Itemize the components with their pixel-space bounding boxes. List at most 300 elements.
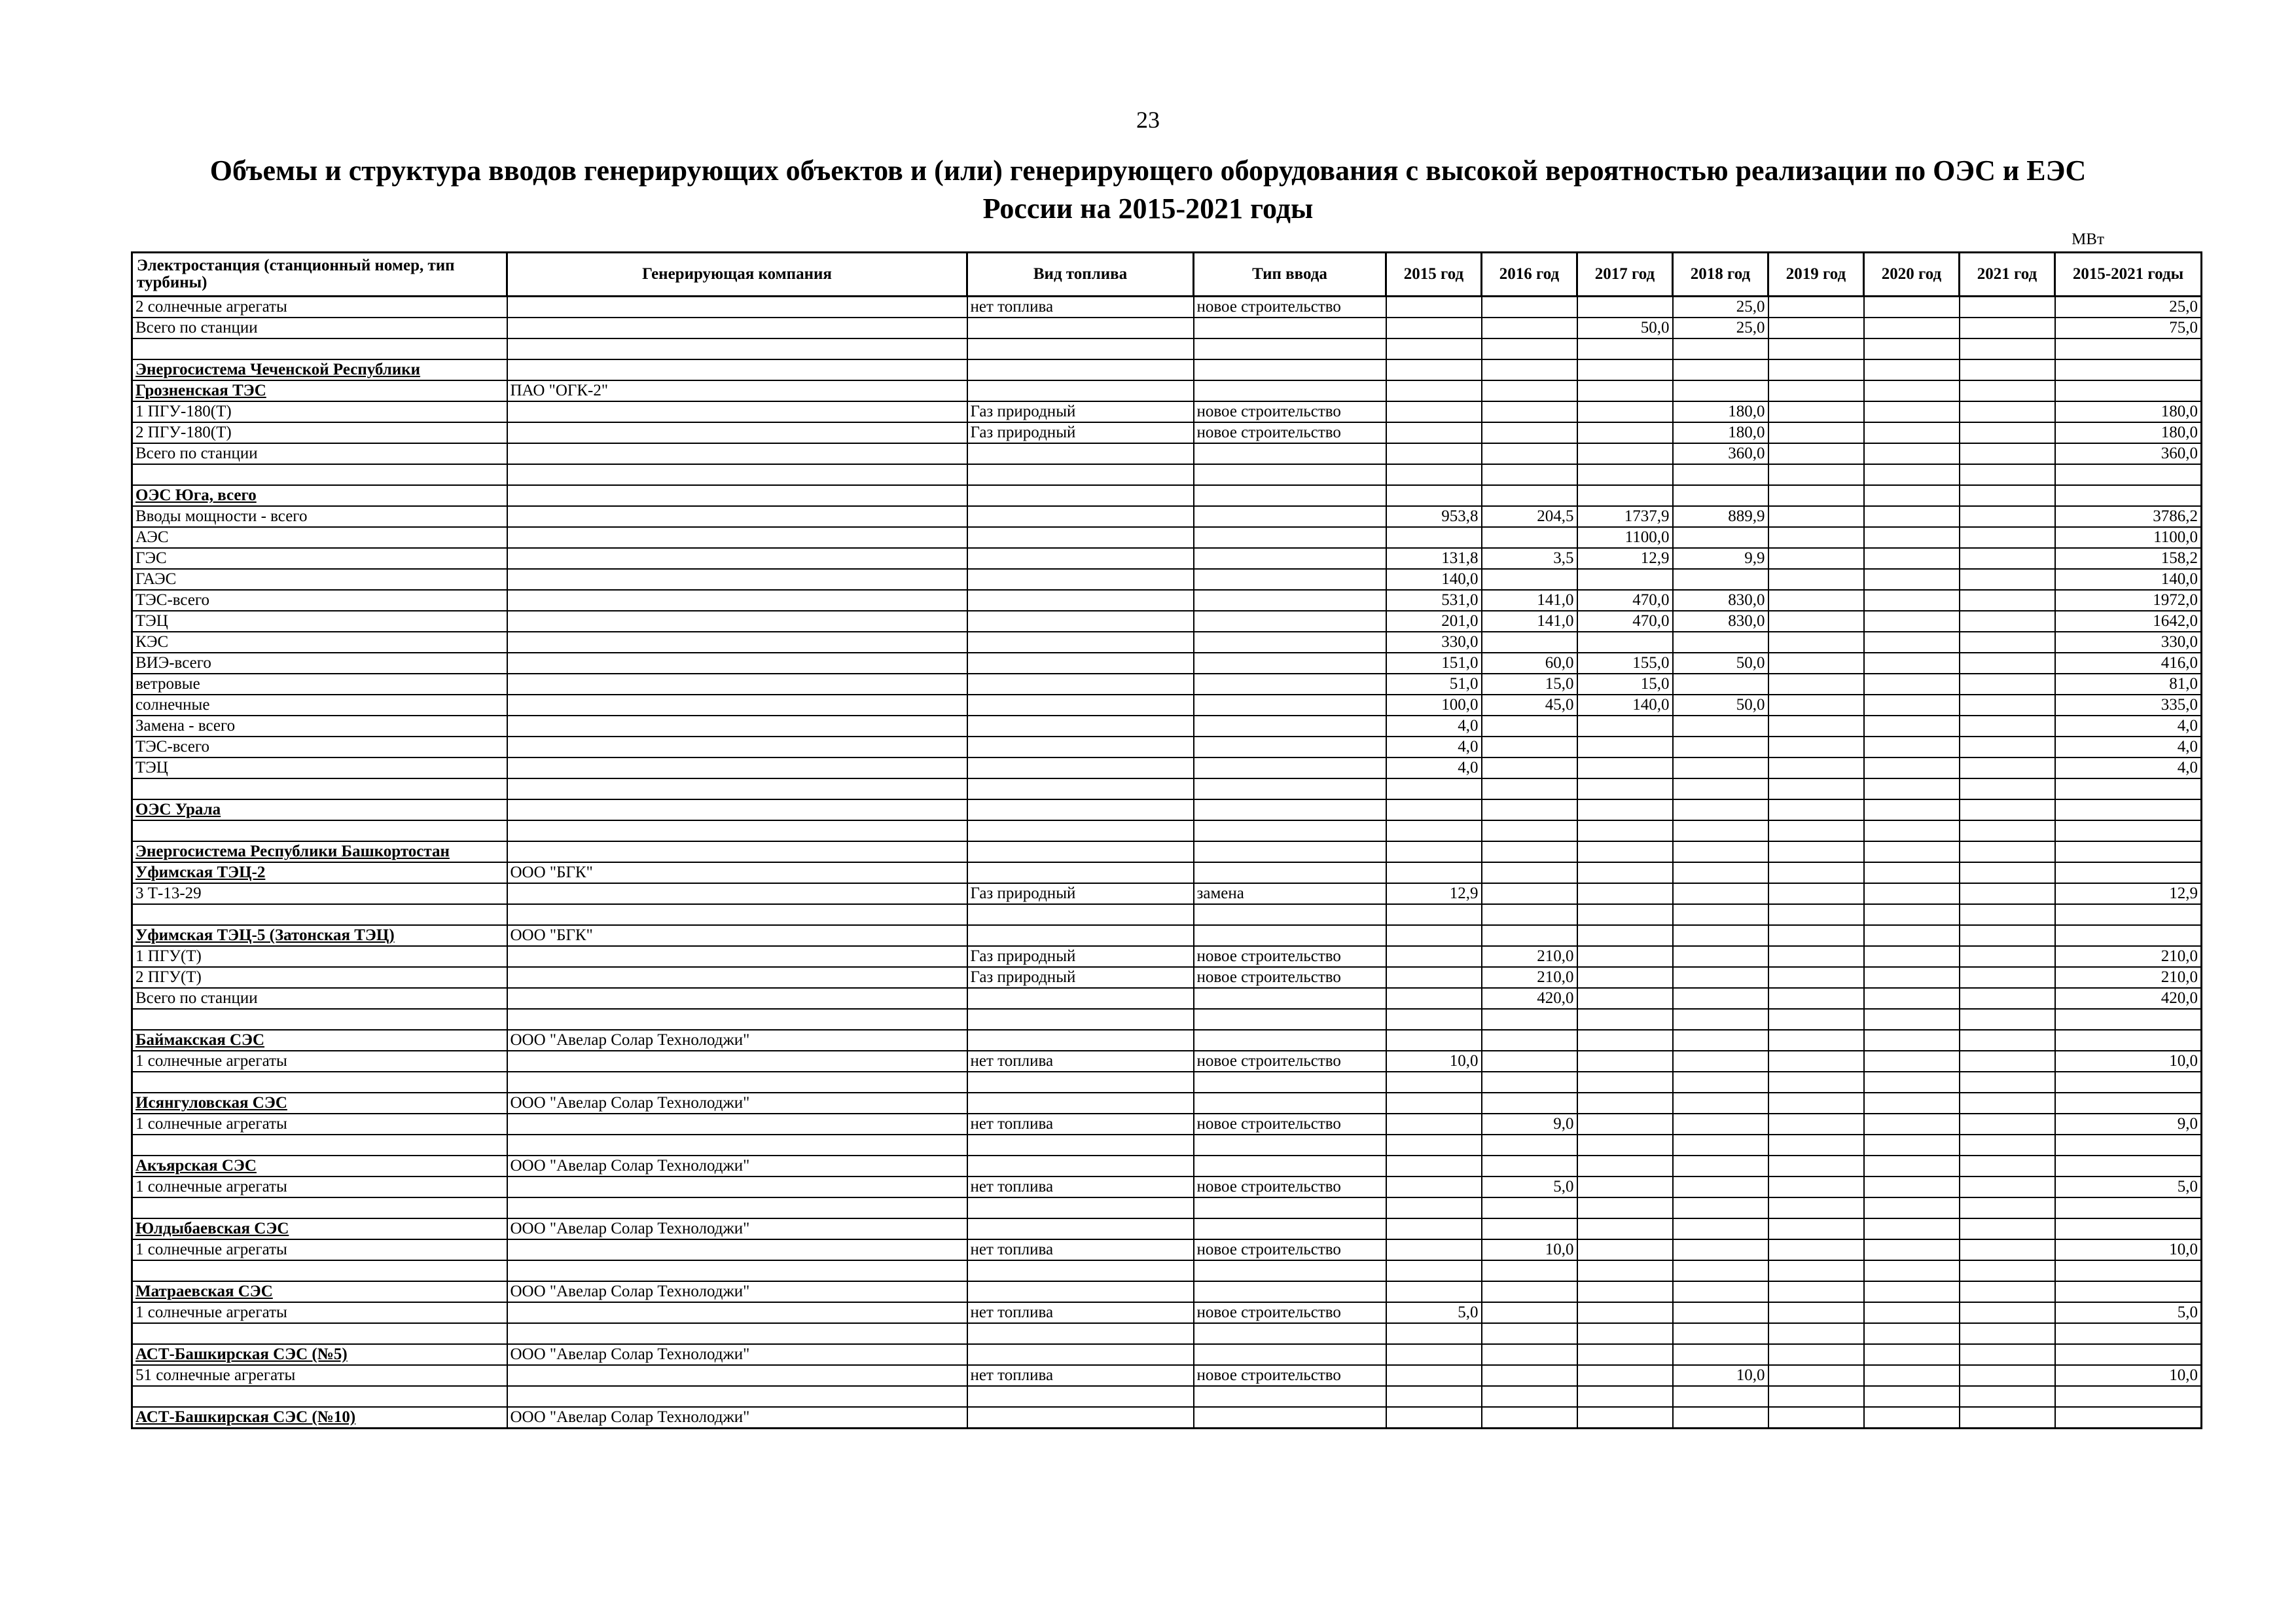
cell-input-type — [1194, 548, 1386, 569]
cell-total — [2055, 1281, 2202, 1302]
cell-2021 — [1960, 297, 2055, 318]
cell-2019 — [1768, 548, 1864, 569]
cell-2018 — [1673, 632, 1768, 653]
cell-2016 — [1482, 422, 1577, 443]
cell-2019 — [1768, 1281, 1864, 1302]
table-row — [132, 632, 2202, 653]
cell-company: ООО "Авелар Солар Технолоджи" — [507, 1218, 967, 1239]
cell-2021 — [1960, 422, 2055, 443]
table-row — [132, 297, 2202, 318]
cell-input-type: новое строительство — [1194, 422, 1386, 443]
cell-2016 — [1482, 443, 1577, 464]
cell-2021 — [1960, 1030, 2055, 1051]
cell-2015 — [1386, 1156, 1482, 1176]
cell-station: ОЭС Урала — [132, 799, 507, 820]
cell-2017 — [1577, 1407, 1673, 1429]
table-row — [132, 883, 2202, 904]
cell-2016 — [1482, 1009, 1577, 1030]
cell-2018 — [1673, 1176, 1768, 1197]
cell-total — [2055, 485, 2202, 506]
cell-2017 — [1577, 883, 1673, 904]
cell-fuel — [967, 1135, 1194, 1156]
cell-2019 — [1768, 527, 1864, 548]
cell-2021 — [1960, 318, 2055, 338]
header-total-2015-2021: 2015-2021 годы — [2055, 253, 2202, 297]
cell-station — [132, 778, 507, 799]
cell-station — [132, 1260, 507, 1281]
cell-2017 — [1577, 820, 1673, 841]
cell-input-type — [1194, 674, 1386, 695]
cell-2019 — [1768, 1135, 1864, 1156]
cell-2019 — [1768, 967, 1864, 988]
cell-2015: 12,9 — [1386, 883, 1482, 904]
cell-fuel — [967, 925, 1194, 946]
cell-total: 210,0 — [2055, 946, 2202, 967]
cell-2017 — [1577, 1093, 1673, 1114]
cell-2019 — [1768, 1093, 1864, 1114]
header-year-2021: 2021 год — [1960, 253, 2055, 297]
cell-station: ТЭЦ — [132, 611, 507, 632]
cell-fuel — [967, 611, 1194, 632]
cell-input-type: новое строительство — [1194, 401, 1386, 422]
cell-2018: 830,0 — [1673, 590, 1768, 611]
cell-2018 — [1673, 820, 1768, 841]
cell-2021 — [1960, 632, 2055, 653]
cell-fuel — [967, 590, 1194, 611]
cell-2016 — [1482, 841, 1577, 862]
cell-company — [507, 716, 967, 737]
cell-2016: 210,0 — [1482, 967, 1577, 988]
cell-station: ветровые — [132, 674, 507, 695]
cell-2021 — [1960, 862, 2055, 883]
cell-2019 — [1768, 1197, 1864, 1218]
cell-total: 335,0 — [2055, 695, 2202, 716]
cell-2018: 50,0 — [1673, 653, 1768, 674]
cell-station: Юлдыбаевская СЭС — [132, 1218, 507, 1239]
cell-fuel — [967, 359, 1194, 380]
cell-2016: 15,0 — [1482, 674, 1577, 695]
cell-fuel — [967, 737, 1194, 757]
cell-2020 — [1864, 422, 1960, 443]
cell-2018 — [1673, 757, 1768, 778]
cell-total: 180,0 — [2055, 422, 2202, 443]
cell-2021 — [1960, 1114, 2055, 1135]
cell-2016 — [1482, 883, 1577, 904]
cell-2021 — [1960, 946, 2055, 967]
cell-2015 — [1386, 1407, 1482, 1429]
cell-fuel: Газ природный — [967, 422, 1194, 443]
table-row — [132, 1030, 2202, 1051]
cell-company — [507, 527, 967, 548]
header-year-2016: 2016 год — [1482, 253, 1577, 297]
cell-2015 — [1386, 1030, 1482, 1051]
cell-2016: 9,0 — [1482, 1114, 1577, 1135]
cell-total — [2055, 1009, 2202, 1030]
table-row — [132, 674, 2202, 695]
cell-2016: 10,0 — [1482, 1239, 1577, 1260]
cell-input-type — [1194, 1344, 1386, 1365]
cell-2021 — [1960, 1344, 2055, 1365]
cell-2018: 50,0 — [1673, 695, 1768, 716]
cell-2019 — [1768, 1260, 1864, 1281]
cell-2019 — [1768, 611, 1864, 632]
cell-total: 180,0 — [2055, 401, 2202, 422]
cell-2017 — [1577, 799, 1673, 820]
cell-fuel — [967, 1030, 1194, 1051]
cell-2020 — [1864, 820, 1960, 841]
cell-input-type: новое строительство — [1194, 1239, 1386, 1260]
cell-total: 1100,0 — [2055, 527, 2202, 548]
cell-total: 3786,2 — [2055, 506, 2202, 527]
cell-company: ООО "Авелар Солар Технолоджи" — [507, 1407, 967, 1429]
cell-2021 — [1960, 1386, 2055, 1407]
cell-2015 — [1386, 318, 1482, 338]
cell-station: КЭС — [132, 632, 507, 653]
cell-2015: 131,8 — [1386, 548, 1482, 569]
table-row — [132, 799, 2202, 820]
cell-2015 — [1386, 380, 1482, 401]
cell-2020 — [1864, 674, 1960, 695]
cell-2015 — [1386, 778, 1482, 799]
cell-2015: 330,0 — [1386, 632, 1482, 653]
cell-2020 — [1864, 527, 1960, 548]
cell-station — [132, 1135, 507, 1156]
cell-2015 — [1386, 841, 1482, 862]
cell-2016: 141,0 — [1482, 590, 1577, 611]
cell-2017: 12,9 — [1577, 548, 1673, 569]
cell-fuel — [967, 716, 1194, 737]
cell-station: Матраевская СЭС — [132, 1281, 507, 1302]
cell-2017 — [1577, 841, 1673, 862]
cell-fuel — [967, 548, 1194, 569]
cell-2020 — [1864, 1156, 1960, 1176]
cell-station — [132, 904, 507, 925]
cell-input-type — [1194, 820, 1386, 841]
cell-2020 — [1864, 1072, 1960, 1093]
cell-input-type — [1194, 1156, 1386, 1176]
cell-2019 — [1768, 1176, 1864, 1197]
cell-fuel — [967, 506, 1194, 527]
cell-input-type — [1194, 527, 1386, 548]
cell-2016 — [1482, 485, 1577, 506]
cell-total: 158,2 — [2055, 548, 2202, 569]
cell-2019 — [1768, 380, 1864, 401]
table-row — [132, 359, 2202, 380]
table-row — [132, 988, 2202, 1009]
cell-input-type — [1194, 611, 1386, 632]
cell-2019 — [1768, 716, 1864, 737]
cell-2021 — [1960, 653, 2055, 674]
cell-2019 — [1768, 1344, 1864, 1365]
cell-2016: 141,0 — [1482, 611, 1577, 632]
cell-2016: 210,0 — [1482, 946, 1577, 967]
table-row — [132, 862, 2202, 883]
cell-2021 — [1960, 967, 2055, 988]
cell-2018 — [1673, 569, 1768, 590]
cell-station: ГАЭС — [132, 569, 507, 590]
cell-2021 — [1960, 1407, 2055, 1429]
cell-2017 — [1577, 1281, 1673, 1302]
cell-2019 — [1768, 1030, 1864, 1051]
cell-2015 — [1386, 1093, 1482, 1114]
cell-2019 — [1768, 1407, 1864, 1429]
cell-2019 — [1768, 1009, 1864, 1030]
cell-fuel — [967, 757, 1194, 778]
cell-station: Уфимская ТЭЦ-2 — [132, 862, 507, 883]
cell-2019 — [1768, 778, 1864, 799]
cell-2019 — [1768, 506, 1864, 527]
cell-2018 — [1673, 338, 1768, 359]
cell-input-type: новое строительство — [1194, 967, 1386, 988]
cell-2016: 45,0 — [1482, 695, 1577, 716]
cell-input-type: новое строительство — [1194, 1114, 1386, 1135]
cell-2021 — [1960, 527, 2055, 548]
cell-2018 — [1673, 1009, 1768, 1030]
cell-2015 — [1386, 862, 1482, 883]
cell-input-type — [1194, 716, 1386, 737]
cell-2015: 10,0 — [1386, 1051, 1482, 1072]
table-row — [132, 820, 2202, 841]
cell-station: ОЭС Юга, всего — [132, 485, 507, 506]
cell-2016 — [1482, 716, 1577, 737]
cell-fuel — [967, 904, 1194, 925]
table-row — [132, 548, 2202, 569]
cell-2021 — [1960, 1197, 2055, 1218]
cell-2017 — [1577, 967, 1673, 988]
cell-2015 — [1386, 422, 1482, 443]
cell-total: 4,0 — [2055, 716, 2202, 737]
cell-input-type — [1194, 841, 1386, 862]
cell-2017 — [1577, 1051, 1673, 1072]
cell-2019 — [1768, 841, 1864, 862]
cell-2016 — [1482, 338, 1577, 359]
cell-2017: 50,0 — [1577, 318, 1673, 338]
cell-2015 — [1386, 1072, 1482, 1093]
cell-2017: 470,0 — [1577, 590, 1673, 611]
cell-2017: 155,0 — [1577, 653, 1673, 674]
cell-2016 — [1482, 925, 1577, 946]
cell-input-type: новое строительство — [1194, 1176, 1386, 1197]
page-title-line-1: Объемы и структура вводов генерирующих объектов и (или) генерирующего оборудования с высокой вероятностью реализации по ОЭС и ЕЭС — [209, 155, 2087, 187]
cell-2019 — [1768, 1386, 1864, 1407]
table-row — [132, 590, 2202, 611]
cell-2015 — [1386, 1176, 1482, 1197]
cell-company — [507, 1176, 967, 1197]
cell-2020 — [1864, 1302, 1960, 1323]
cell-2020 — [1864, 967, 1960, 988]
cell-company — [507, 1365, 967, 1386]
cell-2018 — [1673, 464, 1768, 485]
cell-2017 — [1577, 1030, 1673, 1051]
cell-2018: 889,9 — [1673, 506, 1768, 527]
cell-2017 — [1577, 422, 1673, 443]
cell-fuel — [967, 1009, 1194, 1030]
table-row — [132, 1051, 2202, 1072]
cell-station: Грозненская ТЭС — [132, 380, 507, 401]
header-year-2018: 2018 год — [1673, 253, 1768, 297]
cell-total — [2055, 799, 2202, 820]
cell-fuel — [967, 632, 1194, 653]
cell-2015: 4,0 — [1386, 716, 1482, 737]
cell-2021 — [1960, 1072, 2055, 1093]
cell-2018 — [1673, 1114, 1768, 1135]
cell-station: Всего по станции — [132, 443, 507, 464]
table-row — [132, 527, 2202, 548]
cell-2016 — [1482, 1344, 1577, 1365]
cell-2020 — [1864, 1030, 1960, 1051]
cell-2015 — [1386, 967, 1482, 988]
table-row — [132, 485, 2202, 506]
cell-2021 — [1960, 1176, 2055, 1197]
cell-input-type: новое строительство — [1194, 946, 1386, 967]
cell-company — [507, 569, 967, 590]
cell-2019 — [1768, 422, 1864, 443]
cell-2021 — [1960, 1135, 2055, 1156]
cell-station: Энергосистема Чеченской Республики — [132, 359, 507, 380]
cell-2016 — [1482, 820, 1577, 841]
cell-2017 — [1577, 338, 1673, 359]
cell-2021 — [1960, 820, 2055, 841]
cell-input-type — [1194, 1386, 1386, 1407]
unit-label: МВт — [2072, 230, 2104, 248]
cell-input-type — [1194, 338, 1386, 359]
cell-station: 51 солнечные агрегаты — [132, 1365, 507, 1386]
cell-input-type — [1194, 569, 1386, 590]
cell-2018 — [1673, 674, 1768, 695]
cell-company — [507, 653, 967, 674]
cell-2020 — [1864, 1260, 1960, 1281]
cell-2019 — [1768, 904, 1864, 925]
cell-total — [2055, 820, 2202, 841]
cell-total — [2055, 1093, 2202, 1114]
cell-fuel: нет топлива — [967, 1302, 1194, 1323]
cell-company: ООО "БГК" — [507, 925, 967, 946]
table-row — [132, 716, 2202, 737]
cell-2016 — [1482, 1051, 1577, 1072]
cell-2017 — [1577, 1114, 1673, 1135]
cell-fuel — [967, 464, 1194, 485]
header-year-2017: 2017 год — [1577, 253, 1673, 297]
cell-total: 9,0 — [2055, 1114, 2202, 1135]
cell-fuel — [967, 1344, 1194, 1365]
cell-station: ТЭС-всего — [132, 737, 507, 757]
cell-fuel: нет топлива — [967, 1051, 1194, 1072]
cell-station: Баймакская СЭС — [132, 1030, 507, 1051]
cell-2015: 5,0 — [1386, 1302, 1482, 1323]
cell-2020 — [1864, 338, 1960, 359]
cell-2020 — [1864, 1344, 1960, 1365]
cell-2018 — [1673, 1135, 1768, 1156]
cell-2015 — [1386, 464, 1482, 485]
cell-2016 — [1482, 1323, 1577, 1344]
cell-2017 — [1577, 1009, 1673, 1030]
cell-2020 — [1864, 883, 1960, 904]
cell-station: 2 ПГУ-180(Т) — [132, 422, 507, 443]
cell-2019 — [1768, 1239, 1864, 1260]
cell-2016 — [1482, 1281, 1577, 1302]
cell-2016 — [1482, 1197, 1577, 1218]
cell-2020 — [1864, 1323, 1960, 1344]
table-row — [132, 506, 2202, 527]
cell-2016: 420,0 — [1482, 988, 1577, 1009]
cell-company — [507, 820, 967, 841]
cell-total: 210,0 — [2055, 967, 2202, 988]
cell-2018 — [1673, 1197, 1768, 1218]
table-row — [132, 318, 2202, 338]
cell-2020 — [1864, 737, 1960, 757]
table-row — [132, 380, 2202, 401]
cell-2015: 100,0 — [1386, 695, 1482, 716]
table-row — [132, 1135, 2202, 1156]
cell-station: 3 Т-13-29 — [132, 883, 507, 904]
cell-2018 — [1673, 1072, 1768, 1093]
cell-input-type — [1194, 632, 1386, 653]
cell-company — [507, 1135, 967, 1156]
cell-2020 — [1864, 1281, 1960, 1302]
cell-2015 — [1386, 359, 1482, 380]
cell-fuel — [967, 653, 1194, 674]
table-row — [132, 967, 2202, 988]
cell-2015 — [1386, 946, 1482, 967]
cell-input-type — [1194, 757, 1386, 778]
table-row — [132, 946, 2202, 967]
cell-2020 — [1864, 1093, 1960, 1114]
page-title — [131, 152, 2165, 228]
cell-2021 — [1960, 380, 2055, 401]
cell-2018 — [1673, 1260, 1768, 1281]
cell-2021 — [1960, 548, 2055, 569]
cell-2018: 9,9 — [1673, 548, 1768, 569]
table-row — [132, 443, 2202, 464]
cell-2020 — [1864, 653, 1960, 674]
cell-2018 — [1673, 1030, 1768, 1051]
cell-input-type — [1194, 1218, 1386, 1239]
cell-company — [507, 338, 967, 359]
cell-input-type: замена — [1194, 883, 1386, 904]
cell-2020 — [1864, 318, 1960, 338]
cell-total — [2055, 925, 2202, 946]
cell-2016 — [1482, 1218, 1577, 1239]
cell-2015 — [1386, 1281, 1482, 1302]
cell-2018 — [1673, 841, 1768, 862]
cell-2017: 1737,9 — [1577, 506, 1673, 527]
cell-2021 — [1960, 988, 2055, 1009]
cell-2016 — [1482, 569, 1577, 590]
cell-fuel — [967, 988, 1194, 1009]
header-fuel: Вид топлива — [967, 253, 1194, 297]
cell-2018 — [1673, 1281, 1768, 1302]
cell-company — [507, 506, 967, 527]
cell-2021 — [1960, 590, 2055, 611]
cell-2019 — [1768, 632, 1864, 653]
cell-2016 — [1482, 1156, 1577, 1176]
cell-input-type — [1194, 737, 1386, 757]
cell-2021 — [1960, 883, 2055, 904]
table-row — [132, 1093, 2202, 1114]
cell-2021 — [1960, 1218, 2055, 1239]
cell-2019 — [1768, 590, 1864, 611]
cell-2016 — [1482, 1386, 1577, 1407]
cell-2016 — [1482, 297, 1577, 318]
cell-2015 — [1386, 1009, 1482, 1030]
cell-total — [2055, 1344, 2202, 1365]
cell-fuel: нет топлива — [967, 1114, 1194, 1135]
cell-input-type — [1194, 799, 1386, 820]
cell-2018 — [1673, 527, 1768, 548]
cell-station: 1 солнечные агрегаты — [132, 1114, 507, 1135]
cell-2020 — [1864, 297, 1960, 318]
table-row — [132, 653, 2202, 674]
